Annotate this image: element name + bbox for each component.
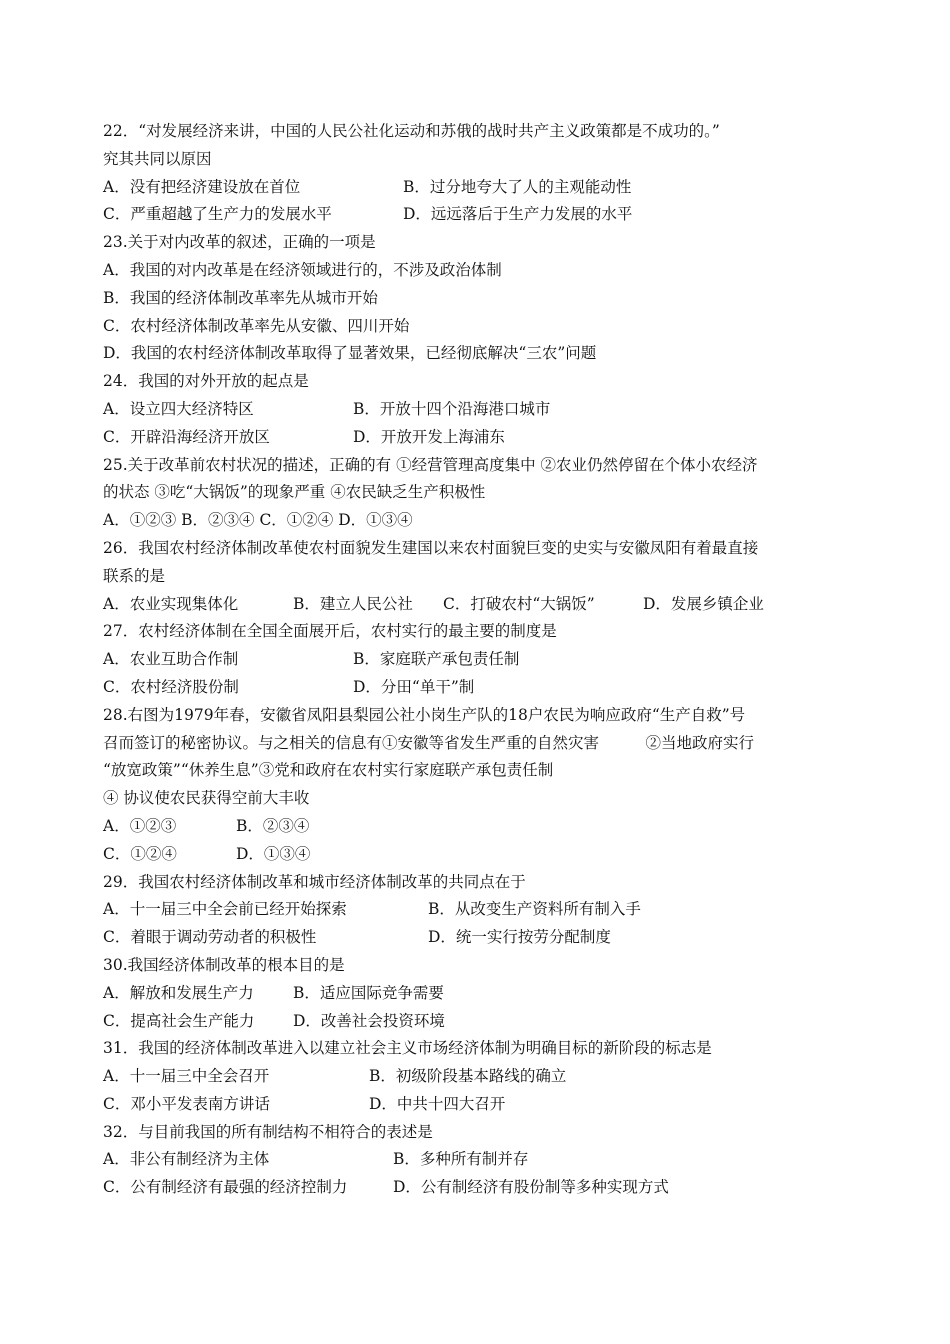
question-28-options-row-1 <box>103 813 843 841</box>
option-d: D．远远落后于生产力发展的水平 <box>403 205 633 224</box>
option-a: A．设立四大经济特区 <box>103 399 254 418</box>
question-31-stem: 31．我国的经济体制改革进入以建立社会主义市场经济体制为明确目标的新阶段的标志是 <box>103 1039 712 1058</box>
option-b: B．适应国际竞争需要 <box>293 983 444 1002</box>
option-b: B．我国的经济体制改革率先从城市开始 <box>103 288 378 307</box>
option-c: C．农村经济体制改革率先从安徽、四川开始 <box>103 316 410 335</box>
option-a: A．解放和发展生产力 <box>103 983 254 1002</box>
option-d: D．①③④ <box>236 844 311 863</box>
question-22-options-row-1 <box>103 174 843 202</box>
question-list <box>103 118 843 1202</box>
question-27-stem: 27．农村经济体制在全国全面展开后，农村实行的最主要的制度是 <box>103 622 557 641</box>
question-27-options-row-2 <box>103 674 843 702</box>
question-24-options-row-1 <box>103 396 843 424</box>
question-32-options-row-1 <box>103 1146 843 1174</box>
question-22-line-1: 22．“对发展经济来讲，中国的人民公社化运动和苏俄的战时共产主义政策都是不成功的。” <box>103 122 720 140</box>
question-28-line-2: 召而签订的秘密协议。与之相关的信息有①安徽等省发生严重的自然灾害 ②当地政府实行 <box>103 733 755 752</box>
option-d: D．开放开发上海浦东 <box>353 427 505 446</box>
option-c: C．开辟沿海经济开放区 <box>103 427 270 446</box>
option-c: C．①②④ <box>103 844 177 863</box>
option-c: C．提高社会生产能力 <box>103 1011 255 1030</box>
option-c: C．邓小平发表南方讲话 <box>103 1094 270 1113</box>
option-a: A．十一届三中全会前已经开始探索 <box>103 900 347 919</box>
option-b: B．建立人民公社 <box>293 594 413 613</box>
option-d: D．公有制经济有股份制等多种实现方式 <box>393 1178 669 1197</box>
question-25-line-2: 的状态 ③吃“大锅饭”的现象严重 ④农民缺乏生产积极性 <box>103 483 486 502</box>
option-b: B．初级阶段基本路线的确立 <box>369 1067 567 1086</box>
question-32-stem: 32．与目前我国的所有制结构不相符合的表述是 <box>103 1122 433 1141</box>
question-28-line-4: ④ 协议使农民获得空前大丰收 <box>103 789 310 808</box>
option-c: C．农村经济股份制 <box>103 677 239 696</box>
option-d: D．统一实行按劳分配制度 <box>428 928 611 947</box>
option-b: B．多种所有制并存 <box>393 1150 529 1169</box>
question-29-options-row-1 <box>103 896 843 924</box>
option-b: B．过分地夸大了人的主观能动性 <box>403 177 632 196</box>
question-23-stem: 23.关于对内改革的叙述，正确的一项是 <box>103 233 376 252</box>
option-d: D．中共十四大召开 <box>369 1094 506 1113</box>
option-d: D．我国的农村经济体制改革取得了显著效果，已经彻底解决“三农”问题 <box>103 344 597 363</box>
question-31-options-row-1 <box>103 1063 843 1091</box>
option-b: B．从改变生产资料所有制入手 <box>428 900 641 919</box>
option-a: A．没有把经济建设放在首位 <box>103 177 301 196</box>
question-27-options-row-1 <box>103 646 843 674</box>
question-22-line-2: 究其共同以原因 <box>103 149 212 168</box>
question-31-options-row-2 <box>103 1091 843 1119</box>
option-b: B．家庭联产承包责任制 <box>353 650 520 669</box>
question-29-stem: 29．我国农村经济体制改革和城市经济体制改革的共同点在于 <box>103 872 526 891</box>
option-d: D．分田“单干”制 <box>353 677 475 696</box>
question-26-line-1: 26．我国农村经济体制改革使农村面貌发生建国以来农村面貌巨变的史实与安徽凤阳有着最直接 <box>103 538 759 557</box>
option-c: C．着眼于调动劳动者的积极性 <box>103 928 317 947</box>
option-c: C．公有制经济有最强的经济控制力 <box>103 1178 348 1197</box>
question-30-stem: 30.我国经济体制改革的根本目的是 <box>103 955 345 974</box>
question-24-stem: 24．我国的对外开放的起点是 <box>103 372 309 391</box>
question-22-options-row-2 <box>103 201 843 229</box>
option-d: D．发展乡镇企业 <box>643 594 764 613</box>
option-a: A．十一届三中全会召开 <box>103 1067 270 1086</box>
option-a: A．非公有制经济为主体 <box>103 1150 270 1169</box>
option-b: B．开放十四个沿海港口城市 <box>353 399 551 418</box>
question-24-options-row-2 <box>103 424 843 452</box>
option-a: A．农业互助合作制 <box>103 650 239 669</box>
question-26-options-row <box>103 591 843 619</box>
option-a: A．农业实现集体化 <box>103 594 239 613</box>
question-28-line-3: “放宽政策”“休养生息”③党和政府在农村实行家庭联产承包责任制 <box>103 761 554 780</box>
option-a: A．我国的对内改革是在经济领域进行的，不涉及政治体制 <box>103 260 502 279</box>
question-25-line-1: 25.关于改革前农村状况的描述，正确的有 ①经营管理高度集中 ②农业仍然停留在个体小农经济 <box>103 455 758 474</box>
question-26-line-2: 联系的是 <box>103 566 166 585</box>
question-29-options-row-2 <box>103 924 843 952</box>
question-30-options-row-2 <box>103 1008 843 1036</box>
question-30-options-row-1 <box>103 980 843 1008</box>
option-b: B．②③④ <box>236 816 310 835</box>
question-28-options-row-2 <box>103 841 843 869</box>
option-a: A．①②③ <box>103 816 177 835</box>
option-c: C．严重超越了生产力的发展水平 <box>103 205 332 224</box>
question-25-options: A．①②③ B．②③④ C．①②④ D．①③④ <box>103 511 413 530</box>
option-d: D．改善社会投资环境 <box>293 1011 445 1030</box>
question-28-line-1: 28.右图为1979年春，安徽省凤阳县梨园公社小岗生产队的18户农民为响应政府“生产自救”号 <box>103 705 746 724</box>
question-32-options-row-2 <box>103 1174 843 1202</box>
option-c: C．打破农村“大锅饭” <box>443 594 595 613</box>
